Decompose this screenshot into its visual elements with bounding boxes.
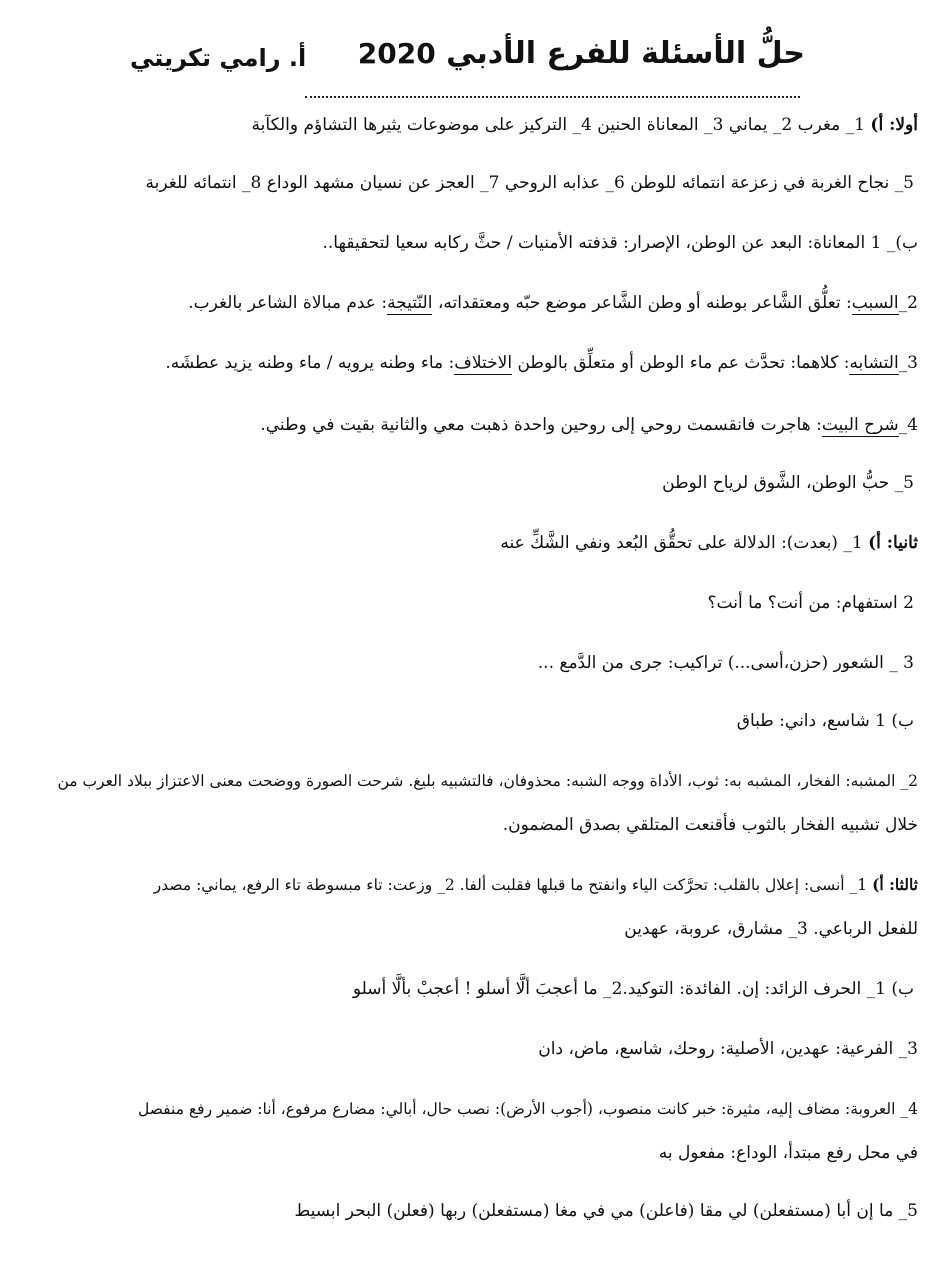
- author-name: أ. رامي تكريتي: [130, 44, 307, 72]
- s3-b-line-1: ب) 1_ الحرف الزائد: إن. الفائدة: التوكيد.2_ ما أعجبَ ألَّا أسلو ! أعجبْ بألَّا أسلو: [352, 979, 914, 999]
- s1-b3-num: 3_: [898, 353, 918, 373]
- title-dotted-underline: [305, 92, 800, 98]
- s1-b4-text: : هاجرت فانقسمت روحي إلى روحين واحدة ذهبت معي والثانية بقيت في وطني.: [260, 415, 822, 435]
- s1-b2-text-result: : عدم مبالاة الشاعر بالغرب.: [188, 293, 388, 313]
- s1-b3-text-similarity: : كلاهما: تحدَّث عم ماء الوطن أو متعلِّق بالوطن: [517, 353, 850, 373]
- s1-b2-label-result: النّتيجة: [387, 293, 433, 313]
- s1-b-line-4: [0, 412, 918, 438]
- s1-a-text-1: 1_ مغرب 2_ يماني 3_ المعاناة الحنين 4_ التركيز على موضوعات يثيرها التشاؤم والكآبة: [251, 115, 865, 135]
- s1-b2-text-cause: : تعلُّق الشَّاعر بوطنه أو وطن الشَّاعر موضع حبّه ومعتقداته،: [437, 293, 852, 313]
- s3-a-line-2: للفعل الرباعي. 3_ مشارق، عروبة، عهدين: [624, 919, 918, 939]
- s3-b-line-3: 3_ الفرعية: عهدين، الأصلية: روحك، شاسع، ماض، دان: [538, 1039, 918, 1059]
- s3-b-line-4a: 4_ العروبة: مضاف إليه، مثيرة: خبر كانت منصوب، (أجوب الأرض): نصب حال، أبالي: مضارع مرفوع، أنا: ضمير رفع منفصل: [138, 1100, 918, 1118]
- title-text: حلُّ الأسئلة للفرع الأدبي: [446, 36, 805, 71]
- s1-b-line-1: ب)_ 1 المعاناة: البعد عن الوطن، الإصرار: قذفته الأمنيات / حثَّ ركابه سعيا لتحقيقها..: [322, 233, 918, 253]
- s1-b2-label-cause: السبب: [851, 293, 899, 313]
- s3-a-text-1: 1_ أنسى: إعلال بالقلب: تحرَّكت الياء وانفتح ما قبلها فقلبت ألفا. 2_ وزعت: تاء مبسوطة تاء الرفع، يماني: مصدر: [153, 876, 868, 894]
- s1-b2-num: 2_: [898, 293, 918, 313]
- s1-b4-num: 4_: [898, 415, 918, 435]
- s3-b-line-5: 5_ ما إن أبا (مستفعلن) لي مقا (فاعلن) مي في مغا (مستفعلن) ربها (فعلن) البحر ابسيط: [294, 1201, 918, 1221]
- s1-b-line-5: 5_ حبُّ الوطن، الشَّوق لرياح الوطن: [662, 473, 914, 493]
- s2-b-line-1: ب) 1 شاسع، داني: طباق: [736, 711, 914, 731]
- s2-a1-text: 1_ (بعدت): الدلالة على تحقُّق البُعد ونفي الشَّكِّ عنه: [500, 533, 863, 553]
- page-header: [0, 30, 940, 100]
- s1-a-line-1: [0, 112, 918, 138]
- s2-a-line-2: 2 استفهام: من أنت؟ ما أنت؟: [707, 593, 914, 613]
- s2-a-line-1: [0, 530, 918, 556]
- s3-a-label: ثالثا: أ): [872, 875, 918, 894]
- s2-b-line-2b: خلال تشبيه الفخار بالثوب فأقنعت المتلقي بصدق المضمون.: [502, 815, 918, 835]
- s1-b-line-2: [0, 290, 918, 316]
- s3-b-line-4b: في محل رفع مبتدأ، الوداع: مفعول به: [658, 1143, 918, 1163]
- s1-b3-label-difference: الاختلاف: [454, 353, 513, 373]
- title-year: 2020: [357, 37, 436, 70]
- s1-a-label: أولا: أ): [870, 115, 918, 135]
- s1-b3-text-difference: : ماء وطنه يرويه / ماء وطنه يزيد عطشَه.: [165, 353, 455, 373]
- s2-a-line-3: 3 _ الشعور (حزن،أسى...) تراكيب: جرى من الدَّمع ...: [537, 653, 914, 673]
- s3-a-line-1: [0, 872, 918, 898]
- s1-b-line-3: [0, 350, 918, 376]
- s1-a-line-2: 5_ نجاح الغربة في زعزعة انتمائه للوطن 6_ عذابه الروحي 7_ العجز عن نسيان مشهد الوداع 8_ انتمائه للغربة: [145, 173, 914, 193]
- s1-b4-label: شرح البيت: [821, 415, 899, 435]
- page-title: [346, 36, 805, 71]
- s2-a-label: ثانيا: أ): [868, 533, 918, 553]
- s2-b-line-2a: 2_ المشبه: الفخار، المشبه به: ثوب، الأداة ووجه الشبه: محذوفان، فالتشبيه بليغ. شرحت الصورة ووضحت معنى الاعتزاز ببلاد العرب من: [57, 772, 918, 790]
- s1-b3-label-similarity: التشابه: [849, 353, 899, 373]
